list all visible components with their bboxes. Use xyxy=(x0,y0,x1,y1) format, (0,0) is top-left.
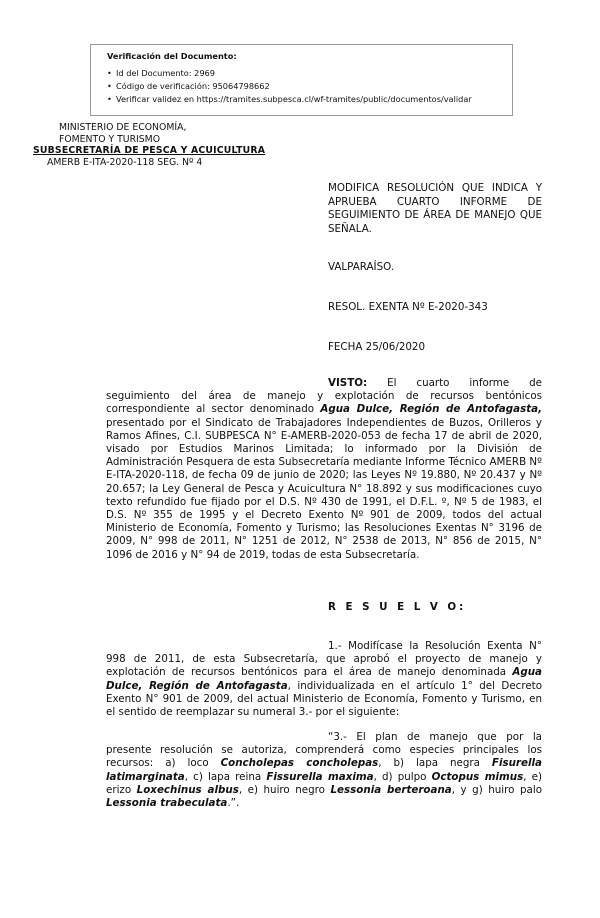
species-name: Concholepas concholepas xyxy=(220,757,379,770)
document-reference: AMERB E-ITA-2020-118 SEG. Nº 4 xyxy=(47,156,203,168)
article-1: 1.- Modifícase la Resolución Exenta N° 998 de 2011, de esta Subsecretaría, que aprobó el proyecto de manejo y explotación de recursos bentónicos para el área de manejo denominada Agua Dulce, Región de Antofagasta, individualizada en el artículo 1° del Decreto Exento N° 901 de 2009, del actual Ministerio de Economía, Fomento y Turismo, en el sentido de reemplazar su numeral 3.- por el siguiente: xyxy=(106,640,543,719)
species-name: Loxechinus albus xyxy=(136,783,239,796)
ministry-header xyxy=(33,122,265,168)
verification-list xyxy=(107,67,502,106)
resolution-date: FECHA 25/06/2020 xyxy=(328,341,426,353)
document-id: • Id del Documento: 2969 xyxy=(107,67,502,80)
site-name: Agua Dulce, Región de Antofagasta xyxy=(106,666,542,692)
resolution-subject: MODIFICA RESOLUCIÓN QUE INDICA Y APRUEBA CUARTO INFORME DE SEGUIMIENTO DE ÁREA DE MANEJO QUE SEÑALA. xyxy=(328,182,542,235)
city: VALPARAÍSO. xyxy=(328,261,395,273)
article-1-quote: “3.- El plan de manejo que por la presente resolución se autoriza, comprenderá como especies principales los recursos: a) loco Concholepas concholepas, b) lapa negra Fisurella latimarginata, c) lapa reina Fissurella maxima, d) pulpo Octopus mimus, e) erizo Loxechinus albus, e) huiro negro Lessonia berteroana, y g) huiro palo Lessonia trabeculata.”. xyxy=(106,731,542,810)
verification-url[interactable]: • Verificar validez en https://tramites.subpesca.cl/wf-tramites/public/documentos/validar xyxy=(107,93,502,106)
site-name: Agua Dulce, Región de Antofagasta, xyxy=(320,403,542,416)
species-name: Lessonia trabeculata xyxy=(106,797,228,810)
species-name: Octopus mimus xyxy=(431,770,524,783)
species-name: Lessonia berteroana xyxy=(330,783,452,796)
species-name: Fisurella latimarginata xyxy=(106,757,542,783)
subsecretaria-name: SUBSECRETARÍA DE PESCA Y ACUICULTURA xyxy=(33,145,266,156)
resuelvo-heading: R E S U E L V O: xyxy=(328,601,467,613)
ministry-name: MINISTERIO DE ECONOMÍA, xyxy=(59,122,187,133)
visto-label: VISTO: xyxy=(328,377,368,389)
resolution-number: RESOL. EXENTA Nº E-2020-343 xyxy=(328,301,488,313)
verification-code: • Código de verificación: 95064798662 xyxy=(107,80,502,93)
verification-title: Verificación del Documento: xyxy=(107,51,237,61)
ministry-name-cont: FOMENTO Y TURISMO xyxy=(59,133,161,145)
visto-paragraph: VISTO: El cuarto informe de seguimiento del área de manejo y explotación de recursos bentónicos correspondiente al sector denominado Agua Dulce, Región de Antofagasta, presentado por el Sindicato de Trabajadores Independientes de Buzos, Orilleros y Ramos Afines, C.I. SUBPESCA N° E-AMERB-2020-053 de fecha 17 de abril de 2020, visado por Estudios Marinos Limitada; lo informado por la División de Administración Pesquera de esta Subsecretaría mediante Informe Técnico AMERB Nº E-ITA-2020-118, de fecha 09 de junio de 2020; las Leyes Nº 19.880, Nº 20.437 y Nº 20.657; la Ley General de Pesca y Acuicultura N° 18.892 y sus modificaciones cuyo texto refundido fue fijado por el D.S. Nº 430 de 1991, el D.F.L. º, Nº 5 de 1983, el D.S. Nº 355 de 1995 y el Decreto Exento Nº 901 de 2009, todos del actual Ministerio de Economía, Fomento y Turismo; las Resoluciones Exentas N° 3196 de 2009, N° 998 de 2011, N° 1251 de 2012, N° 2538 de 2013, N° 856 de 2015, N° 1096 de 2016 y N° 94 de 2019, todas de esta Subsecretaría. xyxy=(106,377,542,561)
species-name: Fissurella maxima xyxy=(266,770,374,783)
verification-box xyxy=(90,44,513,116)
